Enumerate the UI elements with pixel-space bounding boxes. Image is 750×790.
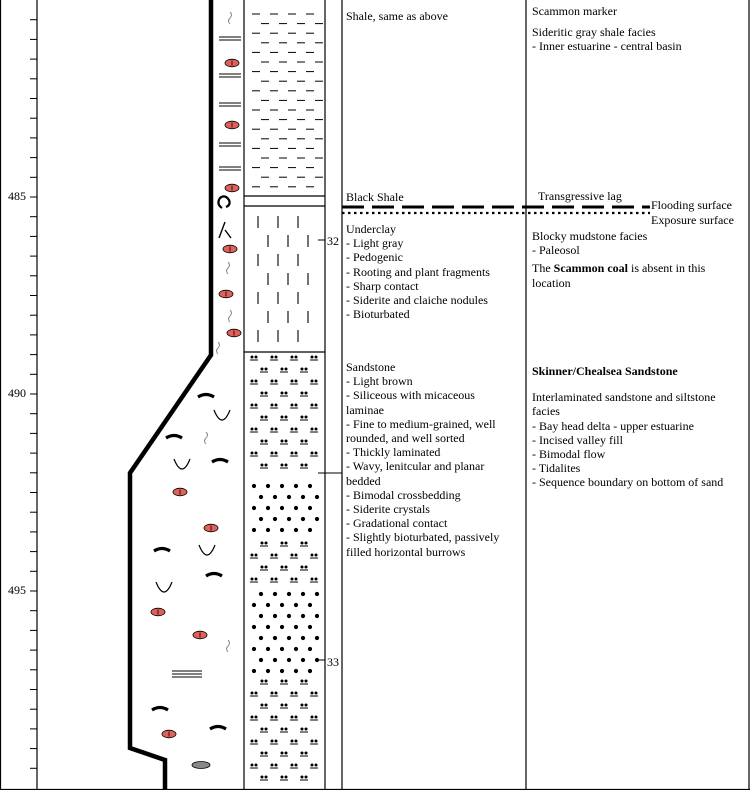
silt-dot — [285, 680, 287, 682]
silt-dot — [261, 752, 263, 754]
sand-grain — [294, 506, 297, 509]
silt-dot — [311, 578, 313, 580]
root-trace — [219, 222, 231, 238]
silt-dot — [315, 404, 317, 406]
silt-dot — [285, 440, 287, 442]
silt-dot — [265, 704, 267, 706]
silt-dot — [305, 680, 307, 682]
silt-dot — [275, 554, 277, 556]
silt-dot — [315, 356, 317, 358]
burrow-trace — [227, 262, 230, 274]
sand-grain — [301, 495, 304, 498]
silt-dot — [301, 776, 303, 778]
silt-dot — [285, 392, 287, 394]
silt-dot — [271, 356, 273, 358]
silt-dot — [315, 740, 317, 742]
sand-grain — [294, 669, 297, 672]
silt-dot — [261, 440, 263, 442]
interpretation-shale: Scammon marker Sideritic gray shale facies - Inner estuarine - central basin — [532, 4, 682, 54]
silt-dot — [315, 380, 317, 382]
silt-dot — [285, 464, 287, 466]
silt-dot — [301, 464, 303, 466]
burrow-trace — [229, 310, 232, 322]
underclay-lithology-pattern — [258, 216, 308, 342]
silt-dot — [255, 578, 257, 580]
sand-grain — [315, 517, 318, 520]
silt-dot — [255, 692, 257, 694]
silt-dot — [255, 404, 257, 406]
lenticular-bedding — [198, 395, 214, 398]
description-shale: Shale, same as above — [346, 9, 448, 23]
sand-grain — [294, 528, 297, 531]
sand-grain — [308, 669, 311, 672]
silt-dot — [311, 764, 313, 766]
sample-ticks — [318, 240, 342, 660]
silt-dot — [311, 380, 313, 382]
silt-dot — [291, 578, 293, 580]
silt-dot — [285, 704, 287, 706]
silt-dot — [261, 542, 263, 544]
lenticular-bedding — [210, 727, 226, 730]
sand-grain — [308, 625, 311, 628]
silt-dot — [295, 716, 297, 718]
sand-grain — [287, 614, 290, 617]
silt-dot — [301, 728, 303, 730]
sand-grain — [280, 528, 283, 531]
silt-dot — [281, 542, 283, 544]
silt-dot — [251, 404, 253, 406]
sand-grain — [259, 495, 262, 498]
cross-bed-trough — [156, 582, 172, 592]
silt-dot — [291, 716, 293, 718]
sand-grain — [266, 506, 269, 509]
silt-dot — [251, 716, 253, 718]
sand-grain — [266, 647, 269, 650]
silt-dot — [295, 554, 297, 556]
depth-axis — [30, 20, 37, 769]
silt-dot — [315, 578, 317, 580]
silt-dot — [281, 566, 283, 568]
silt-dot — [261, 464, 263, 466]
silt-dot — [261, 392, 263, 394]
sand-grain — [315, 636, 318, 639]
sand-grain — [273, 592, 276, 595]
silt-dot — [291, 428, 293, 430]
silt-dot — [265, 392, 267, 394]
silt-dot — [255, 356, 257, 358]
silt-dot — [265, 680, 267, 682]
sand-grain — [252, 603, 255, 606]
description-underclay: Underclay - Light gray - Pedogenic - Rooting and plant fragments - Sharp contact - Siderite and claiche nodules - Bioturbated — [346, 222, 490, 322]
silt-dot — [305, 566, 307, 568]
burrow-trace — [227, 640, 230, 652]
silt-dot — [251, 452, 253, 454]
sand-grain — [266, 484, 269, 487]
silt-dot — [271, 554, 273, 556]
silt-dot — [315, 428, 317, 430]
silt-dot — [311, 404, 313, 406]
depth-label-490: 490 — [8, 386, 26, 400]
sand-grain — [252, 647, 255, 650]
sand-grain — [280, 669, 283, 672]
silt-dot — [251, 428, 253, 430]
silt-dot — [271, 716, 273, 718]
depth-label-495: 495 — [8, 583, 26, 597]
silt-dot — [301, 566, 303, 568]
sand-grain — [273, 495, 276, 498]
silt-dot — [291, 452, 293, 454]
silt-dot — [315, 716, 317, 718]
silt-dot — [251, 554, 253, 556]
silt-dot — [281, 368, 283, 370]
sand-grain — [294, 603, 297, 606]
silt-dot — [275, 452, 277, 454]
silt-dot — [285, 542, 287, 544]
silt-dot — [301, 392, 303, 394]
silt-dot — [311, 356, 313, 358]
silt-dot — [285, 752, 287, 754]
silt-dot — [301, 704, 303, 706]
silt-dot — [301, 542, 303, 544]
sand-grain — [252, 625, 255, 628]
silt-dot — [281, 680, 283, 682]
silt-dot — [315, 452, 317, 454]
burrow-trace — [205, 432, 208, 444]
silt-dot — [261, 416, 263, 418]
silt-dot — [305, 728, 307, 730]
sand-grain — [266, 603, 269, 606]
silt-dot — [311, 740, 313, 742]
silt-dot — [315, 692, 317, 694]
silt-dot — [315, 554, 317, 556]
silt-dot — [275, 356, 277, 358]
silt-dot — [295, 740, 297, 742]
sand-grain — [294, 625, 297, 628]
silt-dot — [311, 452, 313, 454]
cross-bed-trough — [214, 410, 230, 420]
silt-dot — [285, 368, 287, 370]
sand-grain — [280, 506, 283, 509]
silt-dot — [255, 554, 257, 556]
silt-dot — [295, 428, 297, 430]
sand-grain — [315, 592, 318, 595]
sand-grain — [259, 658, 262, 661]
silt-dot — [251, 764, 253, 766]
silt-dot — [285, 566, 287, 568]
lenticular-bedding — [154, 549, 170, 552]
silt-dot — [311, 716, 313, 718]
burrow-trace — [217, 342, 220, 354]
silt-dot — [265, 416, 267, 418]
silt-dot — [311, 554, 313, 556]
silt-dot — [295, 764, 297, 766]
sand-grain — [301, 592, 304, 595]
sand-grain — [308, 484, 311, 487]
sand-grain — [287, 592, 290, 595]
silt-dot — [291, 380, 293, 382]
sand-grain — [266, 528, 269, 531]
silt-dot — [281, 728, 283, 730]
silt-dot — [285, 728, 287, 730]
silt-dot — [301, 680, 303, 682]
silt-dot — [305, 440, 307, 442]
sand-grain — [287, 517, 290, 520]
silt-dot — [305, 704, 307, 706]
silt-dot — [251, 740, 253, 742]
sand-grain — [273, 517, 276, 520]
silt-dot — [265, 368, 267, 370]
description-black-shale: Black Shale — [346, 190, 404, 204]
sand-grain — [301, 614, 304, 617]
silt-dot — [275, 764, 277, 766]
description-sandstone: Sandstone - Light brown - Siliceous with micaceous laminae - Fine to medium-grained, well rounded, and well sorted - Thickly laminated - Wavy, lenitcular and planar bedded - Bimodal crossbedding - Siderite crystals - Gradational contact - Slightly bioturbated, passively filled horizontal burrows — [346, 360, 500, 559]
interpretation-transgressive-lag: Transgressive lag — [538, 189, 622, 203]
silt-dot — [265, 752, 267, 754]
silt-dot — [255, 764, 257, 766]
burrow-trace — [229, 12, 232, 24]
sand-grain — [294, 484, 297, 487]
sandstone-lithology-pattern — [250, 356, 319, 780]
sample-label-33: 33 — [327, 655, 339, 669]
silt-dot — [271, 404, 273, 406]
pebble-clast — [192, 762, 210, 769]
silt-dot — [301, 416, 303, 418]
silt-dot — [255, 740, 257, 742]
silt-dot — [281, 752, 283, 754]
silt-dot — [305, 752, 307, 754]
exposure-surface-label: Exposure surface — [651, 213, 734, 227]
silt-dot — [315, 764, 317, 766]
sand-grain — [287, 658, 290, 661]
silt-dot — [281, 392, 283, 394]
silt-dot — [305, 776, 307, 778]
sand-grain — [273, 658, 276, 661]
silt-dot — [275, 428, 277, 430]
sand-grain — [273, 614, 276, 617]
silt-dot — [311, 428, 313, 430]
silt-dot — [275, 404, 277, 406]
silt-dot — [265, 728, 267, 730]
silt-dot — [271, 740, 273, 742]
silt-dot — [251, 356, 253, 358]
silt-dot — [271, 428, 273, 430]
silt-dot — [301, 440, 303, 442]
sand-grain — [252, 528, 255, 531]
formation-name: Skinner/Chealsea Sandstone — [532, 364, 678, 378]
sand-grain — [259, 517, 262, 520]
silt-dot — [295, 452, 297, 454]
silt-dot — [265, 440, 267, 442]
sand-grain — [259, 614, 262, 617]
silt-dot — [261, 704, 263, 706]
silt-dot — [255, 428, 257, 430]
sand-grain — [308, 647, 311, 650]
silt-dot — [255, 716, 257, 718]
silt-dot — [311, 692, 313, 694]
silt-dot — [271, 380, 273, 382]
sand-grain — [252, 484, 255, 487]
silt-dot — [255, 380, 257, 382]
silt-dot — [261, 566, 263, 568]
silt-dot — [305, 368, 307, 370]
silt-dot — [281, 776, 283, 778]
sand-grain — [315, 495, 318, 498]
sand-grain — [294, 647, 297, 650]
silt-dot — [301, 752, 303, 754]
sand-grain — [308, 603, 311, 606]
silt-dot — [291, 356, 293, 358]
sand-grain — [301, 636, 304, 639]
silt-dot — [251, 380, 253, 382]
interpretation-underclay: Blocky mudstone facies - Paleosol The Scammon coal is absent in this location — [532, 229, 706, 290]
silt-dot — [265, 776, 267, 778]
sand-grain — [315, 614, 318, 617]
shale-lithology-pattern — [252, 14, 323, 187]
sand-grain — [280, 484, 283, 487]
silt-dot — [271, 692, 273, 694]
flooding-surface-label: Flooding surface — [651, 198, 732, 212]
sand-grain — [266, 625, 269, 628]
silt-dot — [295, 380, 297, 382]
lenticular-bedding — [212, 460, 228, 463]
depth-label-485: 485 — [8, 189, 26, 203]
silt-dot — [301, 368, 303, 370]
silt-dot — [251, 578, 253, 580]
silt-dot — [275, 740, 277, 742]
sand-grain — [308, 506, 311, 509]
silt-dot — [295, 578, 297, 580]
silt-dot — [261, 776, 263, 778]
silt-dot — [265, 542, 267, 544]
silt-dot — [265, 464, 267, 466]
silt-dot — [291, 692, 293, 694]
silt-dot — [295, 404, 297, 406]
sand-grain — [301, 517, 304, 520]
silt-dot — [275, 380, 277, 382]
sand-grain — [273, 636, 276, 639]
sand-grain — [252, 669, 255, 672]
silt-dot — [305, 392, 307, 394]
silt-dot — [275, 692, 277, 694]
lenticular-bedding — [152, 708, 168, 711]
silt-dot — [291, 404, 293, 406]
sample-label-32: 32 — [327, 234, 339, 248]
sand-grain — [280, 647, 283, 650]
sand-grain — [266, 669, 269, 672]
silt-dot — [265, 566, 267, 568]
silt-dot — [275, 716, 277, 718]
silt-dot — [291, 554, 293, 556]
silt-dot — [271, 764, 273, 766]
silt-dot — [291, 740, 293, 742]
silt-dot — [285, 416, 287, 418]
silt-dot — [251, 692, 253, 694]
silt-dot — [271, 578, 273, 580]
silt-dot — [261, 728, 263, 730]
surface-lines — [342, 207, 650, 213]
silt-dot — [305, 542, 307, 544]
silt-dot — [295, 356, 297, 358]
sand-grain — [252, 506, 255, 509]
silt-dot — [281, 464, 283, 466]
silt-dot — [295, 692, 297, 694]
silt-dot — [255, 452, 257, 454]
silt-dot — [281, 416, 283, 418]
cross-bed-trough — [174, 459, 190, 469]
sedimentary-structure-symbols — [151, 12, 241, 769]
sand-grain — [259, 592, 262, 595]
silt-dot — [261, 368, 263, 370]
plant-fragment-symbol — [218, 196, 229, 208]
interpretation-sandstone: Skinner/Chealsea Sandstone Interlaminated sandstone and siltstone facies - Bay head delta - upper estuarine - Incised valley fill - Bimodal flow - Tidalites - Sequence boundary on bottom of sand — [532, 364, 724, 490]
silt-dot — [305, 416, 307, 418]
sand-grain — [308, 528, 311, 531]
silt-dot — [271, 452, 273, 454]
cross-bed-trough — [199, 545, 215, 555]
silt-dot — [291, 764, 293, 766]
sand-grain — [280, 603, 283, 606]
silt-dot — [281, 704, 283, 706]
silt-dot — [261, 680, 263, 682]
sand-grain — [287, 495, 290, 498]
sand-grain — [315, 658, 318, 661]
silt-dot — [285, 776, 287, 778]
sand-grain — [287, 636, 290, 639]
silt-dot — [305, 464, 307, 466]
lenticular-bedding — [206, 574, 222, 577]
silt-dot — [275, 578, 277, 580]
silt-dot — [281, 440, 283, 442]
sand-grain — [259, 636, 262, 639]
sand-grain — [280, 625, 283, 628]
sand-grain — [301, 658, 304, 661]
lenticular-bedding — [166, 436, 182, 439]
